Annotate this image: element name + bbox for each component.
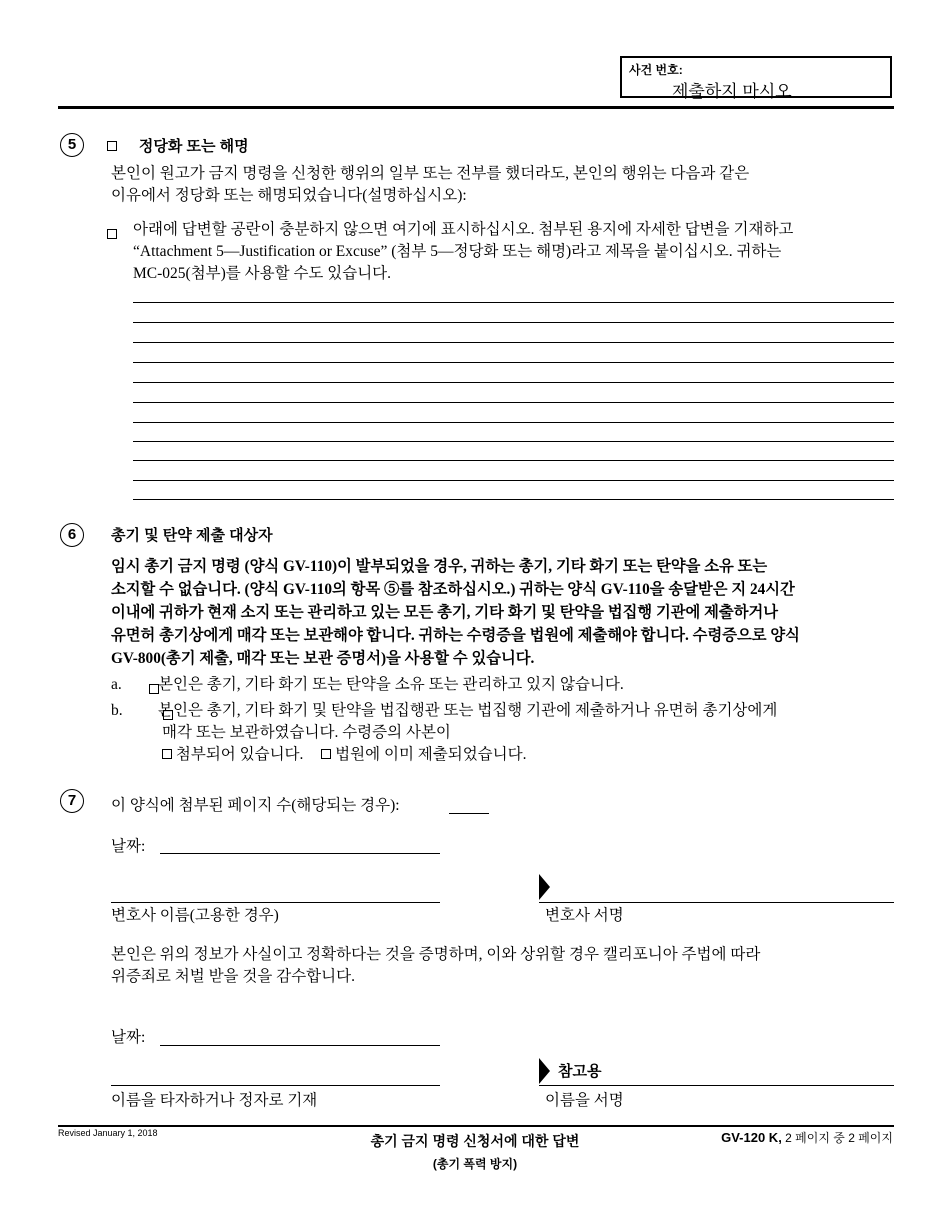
answer-line[interactable] (133, 480, 894, 481)
filed-label: 법원에 이미 제출되었습니다. (335, 746, 527, 763)
pages-attached-label: 이 양식에 첨부된 페이지 수(해당되는 경우): (111, 797, 400, 814)
date-label: 날짜: (111, 838, 146, 855)
receipt-options (162, 744, 526, 766)
answer-line[interactable] (133, 302, 894, 303)
revised-date: Revised January 1, 2018 (58, 1128, 158, 1138)
answer-line[interactable] (133, 402, 894, 403)
item-b-line2: 매각 또는 보관하였습니다. 수령증의 사본이 (162, 724, 451, 741)
reference-label: 참고용 (558, 1063, 602, 1080)
section-6-text-line2: 소지할 수 없습니다. (양식 GV-110의 항목 ⑤를 참조하십시오.) 귀하는 양식 GV-110을 송달받은 지 24시간 (111, 581, 795, 598)
print-name-field[interactable] (111, 1085, 440, 1086)
signature-arrow-icon-2 (539, 1058, 550, 1084)
form-id: GV-120 K, (721, 1130, 782, 1145)
attachment-5-checkbox[interactable] (107, 229, 117, 239)
item-b-line1: 본인은 총기, 기타 화기 및 탄약을 법집행관 또는 법집행 기관에 제출하거나 유면허 총기상에게 (158, 702, 778, 719)
section-6-text-line5: GV-800(총기 제출, 매각 또는 보관 증명서)을 사용할 수 있습니다. (111, 650, 535, 667)
attorney-name-field[interactable] (111, 902, 440, 903)
section-7-number: 7 (60, 789, 84, 813)
attorney-signature-field[interactable] (539, 902, 894, 903)
answer-line[interactable] (133, 322, 894, 323)
section-6-number: 6 (60, 523, 84, 547)
declaration-line1: 본인은 위의 정보가 사실이고 정확하다는 것을 증명하며, 이와 상위할 경우 캘리포니아 주법에 따라 (111, 946, 761, 963)
pages-attached-field[interactable] (449, 813, 489, 814)
attorney-signature-label: 변호사 서명 (545, 907, 624, 924)
declaration-line2: 위증죄로 처벌 받을 것을 감수합니다. (111, 968, 355, 985)
answer-line[interactable] (133, 342, 894, 343)
footer-rule (58, 1125, 894, 1127)
footer-title: 총기 금지 명령 신청서에 대한 답변 (370, 1133, 580, 1149)
item-a-text: 본인은 총기, 기타 화기 또는 탄약을 소유 또는 관리하고 있지 않습니다. (158, 676, 624, 693)
signature-arrow-icon (539, 874, 550, 900)
section-5-intro-line2: 이유에서 정당화 또는 해명되었습니다(설명하십시오): (111, 187, 467, 204)
page-info: 2 페이지 중 2 페이지 (785, 1131, 893, 1145)
section-5-checkbox[interactable] (107, 141, 117, 151)
print-name-label: 이름을 타자하거나 정자로 기재 (111, 1092, 318, 1109)
sign-name-field[interactable] (539, 1085, 894, 1086)
footer-subtitle: (총기 폭력 방지) (432, 1157, 518, 1171)
section-5-title: 정당화 또는 해명 (138, 138, 249, 155)
section-5-intro-line1: 본인이 원고가 금지 명령을 신청한 행위의 일부 또는 전부를 했더라도, 본인의 행위는 다음과 같은 (111, 165, 750, 182)
date-field-2[interactable] (160, 1045, 440, 1046)
section-6-text-line3: 이내에 귀하가 현재 소지 또는 관리하고 있는 모든 총기, 기타 화기 및 탄약을 법집행 기관에 제출하거나 (111, 604, 779, 621)
attachment-5-line1: 아래에 답변할 공란이 충분하지 않으면 여기에 표시하십시오. 첨부된 용지에 자세한 답변을 기재하고 (133, 221, 794, 238)
answer-line[interactable] (133, 499, 894, 500)
attached-label: 첨부되어 있습니다. (175, 746, 304, 763)
section-6-text-line4: 유면허 총기상에게 매각 또는 보관해야 합니다. 귀하는 수령증을 법원에 제출해야 합니다. 수령증으로 양식 (111, 627, 800, 644)
answer-line[interactable] (133, 382, 894, 383)
section-6-title: 총기 및 탄약 제출 대상자 (111, 527, 273, 544)
date-label-2: 날짜: (111, 1029, 146, 1046)
case-number-value[interactable]: 제출하지 마시오 (672, 82, 792, 101)
section-5-number: 5 (60, 133, 84, 157)
attached-checkbox[interactable] (162, 749, 172, 759)
top-rule (58, 106, 894, 109)
attachment-5-line2: “Attachment 5—Justification or Excuse” (첨부 5—정당화 또는 해명)라고 제목을 붙이십시오. 귀하는 (133, 243, 782, 260)
sign-name-label: 이름을 서명 (545, 1092, 624, 1109)
answer-line[interactable] (133, 460, 894, 461)
date-field[interactable] (160, 853, 440, 854)
case-number-box (620, 56, 892, 101)
item-a-label: a. (111, 676, 122, 693)
footer-form-info (721, 1129, 893, 1146)
section-6-text-line1: 임시 총기 금지 명령 (양식 GV-110)이 발부되었을 경우, 귀하는 총기, 기타 화기 또는 탄약을 소유 또는 (111, 558, 768, 575)
case-number-label: 사건 번호: (629, 63, 683, 77)
item-b-label: b. (111, 702, 123, 719)
attachment-5-line3: MC-025(첨부)를 사용할 수도 있습니다. (133, 265, 392, 282)
answer-line[interactable] (133, 441, 894, 442)
section-5-heading (107, 136, 249, 158)
filed-checkbox[interactable] (321, 749, 331, 759)
answer-line[interactable] (133, 422, 894, 423)
answer-line[interactable] (133, 362, 894, 363)
attorney-name-label: 변호사 이름(고용한 경우) (111, 907, 279, 924)
